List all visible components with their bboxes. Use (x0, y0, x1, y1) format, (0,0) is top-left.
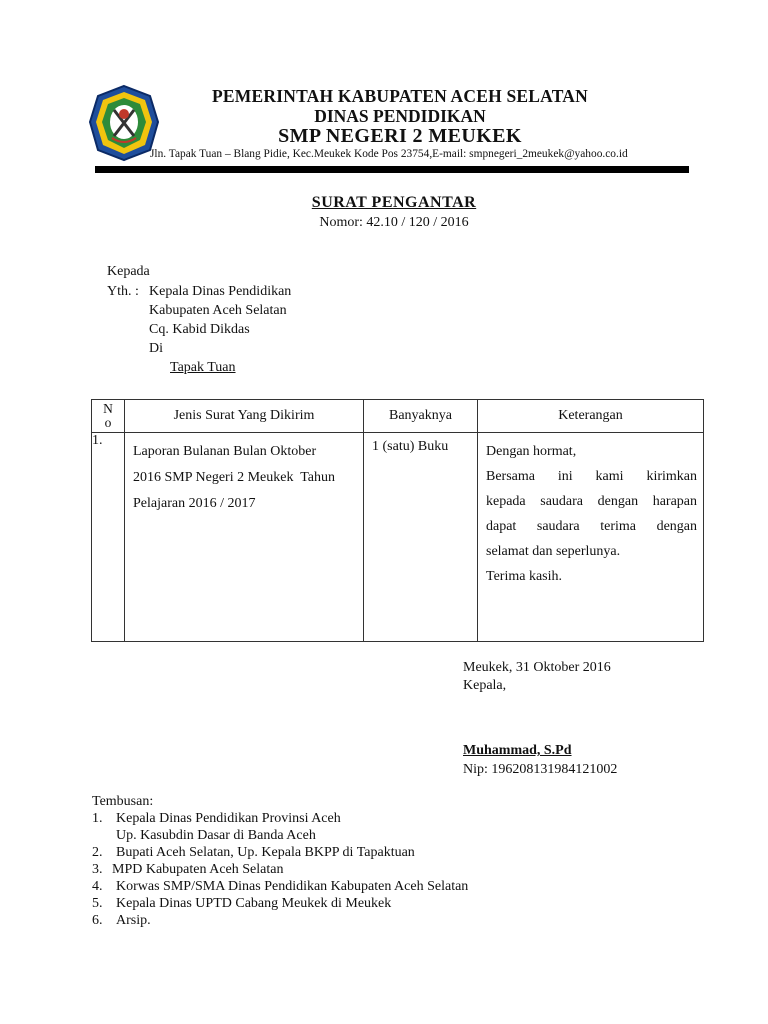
tembusan-num: 1. (92, 811, 103, 826)
header-banyak: Banyaknya (364, 400, 478, 433)
letter-number: Nomor: 42.10 / 120 / 2016 (319, 215, 469, 230)
row-ket-line: Bersama ini kami kirimkan (486, 469, 697, 484)
recipient-kepada: Kepada (107, 264, 150, 279)
row-ket-line: selamat dan seperlunya. (486, 544, 621, 559)
header-address: Jln. Tapak Tuan – Blang Pidie, Kec.Meukek Kode Pos 23754,E-mail: smpnegeri_2meukek@yahoo.co.id (150, 148, 628, 160)
recipient-place: Tapak Tuan (170, 360, 236, 375)
row-jenis (125, 433, 364, 642)
row-ket-line: kepada saudara dengan harapan (486, 494, 697, 509)
signature-position: Kepala, (463, 678, 507, 693)
header-government: PEMERINTAH KABUPATEN ACEH SELATAN (212, 86, 588, 106)
row-banyak (364, 433, 478, 642)
header-no-bottom: o (104, 415, 112, 430)
recipient-line: Kepala Dinas Pendidikan (149, 284, 292, 299)
tembusan-item: Korwas SMP/SMA Dinas Pendidikan Kabupaten Aceh Selatan (116, 879, 469, 894)
tembusan-item: Up. Kasubdin Dasar di Banda Aceh (116, 828, 316, 843)
row-jenis-line: 2016 SMP Negeri 2 Meukek Tahun (133, 470, 336, 485)
tembusan-num: 4. (92, 879, 103, 894)
header-no (92, 400, 125, 433)
header-school-name: SMP NEGERI 2 MEUKEK (278, 125, 522, 147)
letter-title: SURAT PENGANTAR (311, 194, 477, 211)
tembusan-item: Kepala Dinas UPTD Cabang Meukek di Meukek (116, 896, 392, 911)
header-keterangan: Keterangan (478, 400, 704, 433)
tembusan-item: Bupati Aceh Selatan, Up. Kepala BKPP di Tapaktuan (116, 845, 415, 860)
tembusan-label: Tembusan: (92, 794, 154, 809)
tembusan-item: Kepala Dinas Pendidikan Provinsi Aceh (116, 811, 341, 826)
header-jenis: Jenis Surat Yang Dikirim (125, 400, 364, 433)
table-header-row (92, 400, 704, 433)
row-ket-line: Dengan hormat, (486, 444, 577, 459)
tembusan-num: 6. (92, 913, 103, 928)
tembusan-num: 3. (92, 862, 103, 877)
row-keterangan (478, 433, 704, 642)
signature-nip: Nip: 196208131984121002 (463, 762, 618, 777)
signature-place-date: Meukek, 31 Oktober 2016 (463, 660, 611, 675)
tembusan-item: MPD Kabupaten Aceh Selatan (112, 862, 284, 877)
recipient-line: Kabupaten Aceh Selatan (149, 303, 287, 318)
header-no-top: N (103, 401, 113, 416)
row-no: 1. (92, 433, 125, 642)
recipient-line: Cq. Kabid Dikdas (149, 322, 250, 337)
tembusan-item: Arsip. (116, 913, 151, 928)
recipient-yth: Yth. : (107, 284, 139, 299)
row-jenis-line: Pelajaran 2016 / 2017 (133, 496, 256, 511)
tembusan-num: 5. (92, 896, 103, 911)
signature-name: Muhammad, S.Pd (463, 743, 572, 758)
header-department: DINAS PENDIDIKAN (314, 106, 486, 126)
table-row (92, 433, 704, 642)
row-ket-line: Terima kasih. (486, 569, 562, 584)
row-ket-line: dapat saudara terima dengan (486, 519, 697, 534)
header-divider (95, 166, 689, 173)
row-banyak-text: 1 (satu) Buku (372, 439, 449, 454)
tembusan-num: 2. (92, 845, 103, 860)
recipient-line: Di (149, 341, 163, 356)
row-jenis-line: Laporan Bulanan Bulan Oktober (133, 444, 317, 459)
letter-table (91, 399, 704, 642)
